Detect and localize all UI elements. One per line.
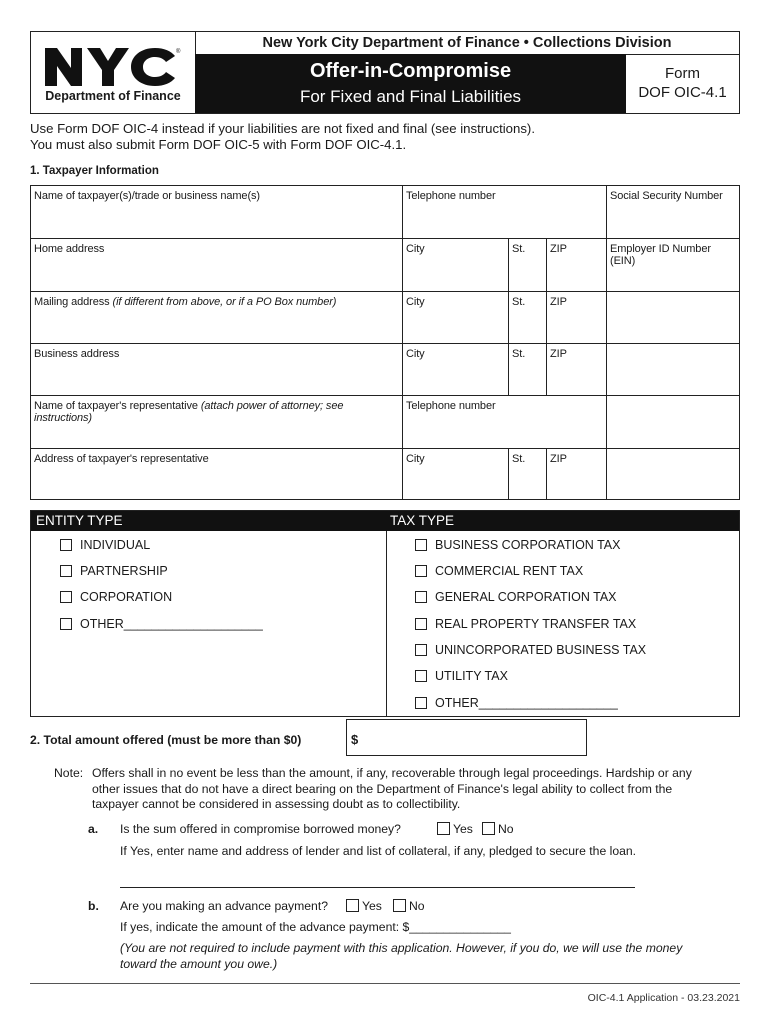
column-divider (386, 531, 387, 716)
entity-option-partnership[interactable] (60, 563, 168, 579)
form-id (626, 54, 739, 113)
home-address-field[interactable] (31, 239, 403, 292)
form-label: Form (665, 65, 700, 82)
field-label: City (406, 348, 425, 360)
section-1-heading: 1. Taxpayer Information (30, 165, 159, 177)
question-b-label: b. (88, 899, 99, 913)
entity-tax-type-section (30, 510, 740, 717)
field-label: St. (512, 296, 526, 308)
field-note: (attach power of attorney; see instructions) (34, 400, 344, 424)
home-zip-field[interactable] (547, 239, 607, 292)
checkbox[interactable] (415, 539, 427, 551)
question-b-text: Are you making an advance payment? (120, 899, 328, 913)
ein-field[interactable] (607, 239, 739, 292)
form-title: Offer-in-Compromise (309, 60, 512, 82)
mailing-state-field[interactable] (509, 292, 547, 344)
tax-option-unincorporated-business[interactable] (415, 642, 646, 658)
checkbox[interactable] (415, 618, 427, 630)
nyc-logo-mark (43, 44, 183, 90)
field-note: (if different from above, or if a PO Box number) (112, 296, 337, 308)
field-label: ZIP (550, 296, 567, 308)
option-label: Yes (453, 822, 473, 836)
svg-text:®: ® (176, 49, 181, 55)
mailing-address-field[interactable] (31, 292, 403, 344)
question-a-label: a. (88, 822, 99, 836)
entity-option-individual[interactable] (60, 537, 150, 553)
form-header (30, 31, 740, 114)
note-line-2: other issues that do not have a direct bearing on the Department of Finance's legal ability to collect from the (92, 782, 673, 796)
option-label: No (409, 899, 425, 913)
checkbox[interactable] (415, 644, 427, 656)
nyc-logo (31, 32, 196, 113)
field-label: Employer ID Number (EIN) (610, 243, 711, 267)
tax-option-real-property-transfer[interactable] (415, 616, 636, 632)
note-line-1: Offers shall in no event be less than the amount, if any, recoverable through legal proceedings. Hardship or any (92, 766, 692, 780)
advance-payment-note-2: toward the amount you owe.) (120, 957, 278, 971)
advance-payment-note-1: (You are not required to include payment with this application. However, if you do, we will use the money (120, 941, 683, 955)
note-label: Note: (54, 766, 84, 780)
checkbox[interactable] (60, 618, 72, 630)
option-label: INDIVIDUAL (80, 538, 151, 552)
question-a-yes[interactable] (437, 822, 473, 836)
mailing-zip-field[interactable] (547, 292, 607, 344)
option-label: CORPORATION (80, 590, 173, 604)
entity-option-other[interactable] (60, 616, 263, 632)
ssn-field[interactable] (607, 186, 739, 239)
representative-telephone-field[interactable] (403, 396, 607, 449)
taxpayer-info-grid (30, 185, 740, 500)
field-label: St. (512, 453, 526, 465)
field-label: Name of taxpayer's representative (34, 400, 201, 412)
section-2-label: 2. Total amount offered (must be more than $0) (30, 733, 302, 747)
field-label: Telephone number (406, 400, 496, 412)
option-label: GENERAL CORPORATION TAX (435, 590, 617, 604)
field-label: Telephone number (406, 190, 496, 202)
checkbox[interactable] (415, 591, 427, 603)
option-label: No (498, 822, 514, 836)
blank-cell (607, 344, 739, 396)
option-label: REAL PROPERTY TRANSFER TAX (435, 617, 637, 631)
taxpayer-name-field[interactable] (31, 186, 403, 239)
option-label: Yes (362, 899, 382, 913)
checkbox[interactable] (415, 670, 427, 682)
field-label: Address of taxpayer's representative (34, 453, 209, 465)
option-label: BUSINESS CORPORATION TAX (435, 538, 621, 552)
note-line-3: taxpayer cannot be considered in assessing doubt as to collectibility. (92, 797, 461, 811)
division-heading: New York City Department of Finance • Collections Division (195, 32, 739, 55)
tax-option-commercial-rent[interactable] (415, 563, 583, 579)
representative-zip-field[interactable] (547, 449, 607, 499)
checkbox[interactable] (482, 822, 495, 835)
mailing-city-field[interactable] (403, 292, 509, 344)
entity-tax-header (31, 511, 739, 531)
footer-version: OIC-4.1 Application - 03.23.2021 (587, 992, 740, 1004)
tax-option-business-corporation[interactable] (415, 537, 620, 553)
field-label: City (406, 243, 425, 255)
business-city-field[interactable] (403, 344, 509, 396)
option-label: UNINCORPORATED BUSINESS TAX (435, 643, 647, 657)
checkbox[interactable] (346, 899, 359, 912)
representative-state-field[interactable] (509, 449, 547, 499)
blank-cell (607, 292, 739, 344)
tax-type-heading: TAX TYPE (390, 513, 455, 528)
field-label: City (406, 453, 425, 465)
field-label: Social Security Number (610, 190, 723, 202)
entity-type-heading: ENTITY TYPE (36, 513, 123, 528)
checkbox[interactable] (393, 899, 406, 912)
department-name: Department of Finance (45, 89, 181, 103)
question-a-text: Is the sum offered in compromise borrowed money? (120, 822, 401, 836)
representative-address-field[interactable] (31, 449, 403, 499)
tax-option-other[interactable] (415, 695, 618, 711)
checkbox[interactable] (415, 565, 427, 577)
option-label: OTHER____________________ (435, 696, 618, 710)
question-b-followup: If yes, indicate the amount of the advance payment: $_______________ (120, 920, 511, 934)
field-label: ZIP (550, 348, 567, 360)
representative-name-field[interactable] (31, 396, 403, 449)
tax-option-general-corporation[interactable] (415, 589, 617, 605)
question-a-no[interactable] (482, 822, 514, 836)
question-b-yes[interactable] (346, 899, 382, 913)
tax-option-utility[interactable] (415, 668, 508, 684)
field-label: St. (512, 243, 526, 255)
business-state-field[interactable] (509, 344, 547, 396)
blank-cell (607, 449, 739, 499)
intro-line-2: You must also submit Form DOF OIC-5 with Form DOF OIC-4.1. (30, 137, 407, 152)
field-label: City (406, 296, 425, 308)
blank-cell (607, 396, 739, 449)
field-label: Business address (34, 348, 120, 360)
business-address-field[interactable] (31, 344, 403, 396)
field-label: Mailing address (34, 296, 113, 308)
question-b-no[interactable] (393, 899, 425, 913)
field-label: Name of taxpayer(s)/trade or business name(s) (34, 190, 260, 202)
checkbox[interactable] (60, 591, 72, 603)
option-label: UTILITY TAX (435, 669, 508, 683)
home-city-field[interactable] (403, 239, 509, 292)
option-label: COMMERCIAL RENT TAX (435, 564, 584, 578)
intro-line-1: Use Form DOF OIC-4 instead if your liabilities are not fixed and final (see instructions). (30, 121, 535, 136)
field-label: ZIP (550, 453, 567, 465)
amount-offered-input[interactable] (346, 719, 587, 756)
currency-symbol: $ (351, 732, 359, 747)
option-label: OTHER____________________ (80, 617, 263, 631)
checkbox[interactable] (437, 822, 450, 835)
checkbox[interactable] (415, 697, 427, 709)
lender-info-line[interactable] (120, 887, 635, 888)
business-zip-field[interactable] (547, 344, 607, 396)
field-label: Home address (34, 243, 105, 255)
form-subtitle: For Fixed and Final Liabilities (299, 87, 522, 106)
home-state-field[interactable] (509, 239, 547, 292)
checkbox[interactable] (60, 565, 72, 577)
footer-divider (30, 983, 740, 984)
title-band (195, 54, 626, 113)
question-a-followup: If Yes, enter name and address of lender and list of collateral, if any, pledged to secure the loan. (120, 844, 637, 858)
checkbox[interactable] (60, 539, 72, 551)
field-label: St. (512, 348, 526, 360)
option-label: PARTNERSHIP (80, 564, 168, 578)
form-number: DOF OIC-4.1 (638, 84, 727, 101)
representative-city-field[interactable] (403, 449, 509, 499)
field-label: ZIP (550, 243, 567, 255)
telephone-field[interactable] (403, 186, 607, 239)
entity-option-corporation[interactable] (60, 589, 172, 605)
